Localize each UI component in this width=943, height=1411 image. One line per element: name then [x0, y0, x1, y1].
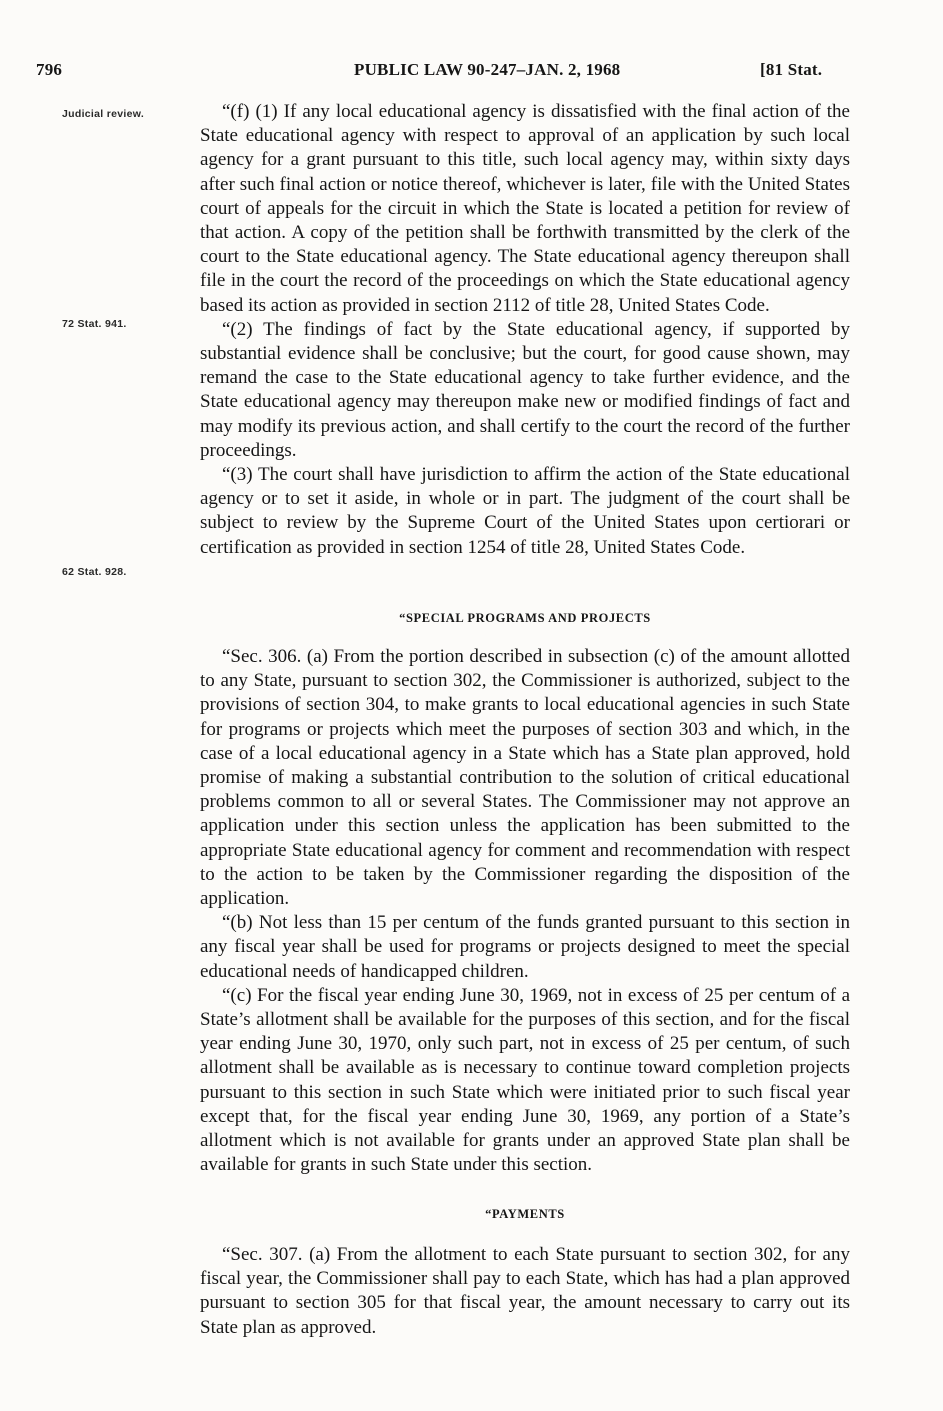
section-306-block [200, 645, 850, 1177]
section-307-block [200, 1243, 850, 1340]
margin-note-62-stat: 62 Stat. 928. [62, 566, 127, 578]
paragraph-307a: “Sec. 307. (a) From the allotment to each State pursuant to section 302, for any fiscal year, the Commissioner shall pay to each State, which has had a plan approved pursuant to section 305 for that fiscal year, the amount necessary to carry out its State plan as approved. [200, 1244, 850, 1338]
paragraph-f2: “(2) The findings of fact by the State educational agency, if supported by substantial evidence shall be conclusive; but the court, for good cause shown, may remand the case to the State educational agency to take further evidence, and the State educational agency may thereupon make new or modified findings of fact and may modify its previous action, and shall certify to the court the record of the further proceedings. [200, 318, 850, 461]
margin-note-72-stat: 72 Stat. 941. [62, 318, 127, 330]
heading-payments [200, 1206, 850, 1222]
subsection-f-block [200, 100, 850, 560]
paragraph-306c: “(c) For the fiscal year ending June 30, 1969, not in excess of 25 per centum of a State’s allotment shall be available for the purposes of this section, and for the fiscal year ending June 30, 1970, only such part, not in excess of 25 per centum, of such allotment shall be available as is necessary to continue toward completion projects pursuant to this section in such State which were initiated prior to such fiscal year except that, for the fiscal year ending June 30, 1969, any portion of a State’s allotment which is not available for grants under an approved State plan shall be available for grants in such State under this section. [200, 984, 850, 1176]
page-number: 796 [36, 60, 63, 79]
paragraph-306a: “Sec. 306. (a) From the portion described in subsection (c) of the amount allotted to any State, pursuant to section 302, the Commissioner is authorized, subject to the provisions of section 304, to make grants to local educational agencies in such State for programs or projects which meet the purposes of section 303 and which, in the case of a local educational agency in a State which has a State plan approved, hold promise of making a substantial contribution to the solution of critical educational problems common to all or several States. The Commissioner may not approve an application under this section unless the application has been submitted to the appropriate State educational agency for comment and recommendation with respect to the action to be taken by the Commissioner regarding the disposition of the application. [200, 646, 850, 910]
margin-note-judicial-review: Judicial review. [62, 108, 145, 120]
running-title: PUBLIC LAW 90-247–JAN. 2, 1968 [354, 60, 621, 79]
section-heading: “SPECIAL PROGRAMS AND PROJECTS [399, 611, 651, 625]
section-heading: “PAYMENTS [485, 1207, 565, 1221]
paragraph-f1: “(f) (1) If any local educational agency is dissatisfied with the final action of the State educational agency with respect to approval of an application by such local agency for a grant pursuant to this title, such local agency may, within sixty days after such final action or notice thereof, whichever is later, file with the United States court of appeals for the circuit in which the State is located a petition for review of that action. A copy of the petition shall be forthwith transmitted by the clerk of the court to the State educational agency. The State educational agency thereupon shall file in the court the record of the proceedings on which the State educational agency based its action as provided in section 2112 of title 28, United States Code. [200, 101, 850, 316]
paragraph-f3: “(3) The court shall have jurisdiction to affirm the action of the State educational agency or to set it aside, in whole or in part. The judgment of the court shall be subject to review by the Supreme Court of the United States upon certiorari or certification as provided in section 1254 of title 28, United States Code. [200, 464, 850, 558]
paragraph-306b: “(b) Not less than 15 per centum of the funds granted pursuant to this section in any fiscal year shall be used for programs or projects designed to meet the special educational needs of handicapped children. [200, 912, 850, 982]
statute-reference: [81 Stat. [760, 60, 823, 79]
heading-special-programs [200, 610, 850, 626]
